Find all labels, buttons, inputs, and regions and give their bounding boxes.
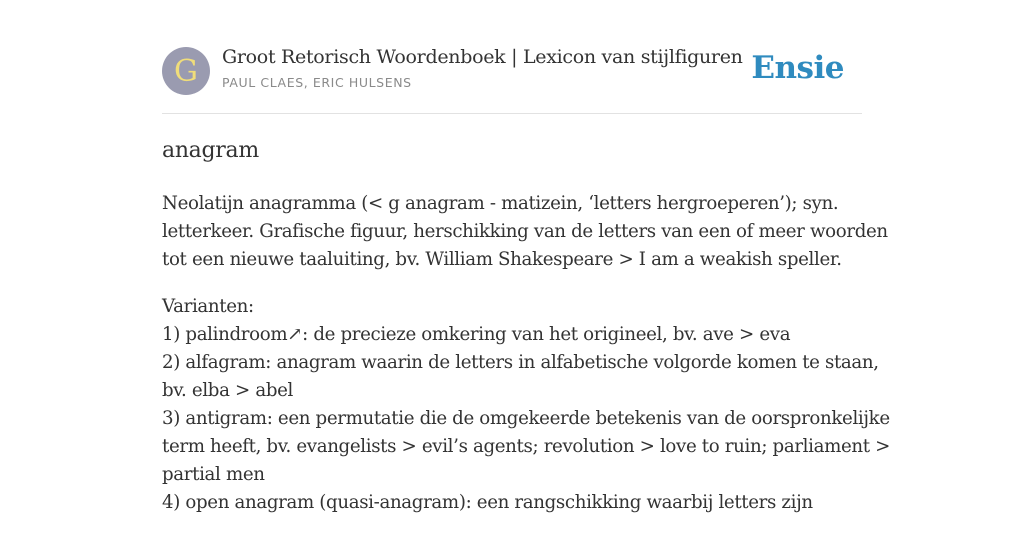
definition-line: Neolatijn anagramma (< g anagram - matizein, ‘letters hergroeperen’); syn. — [162, 193, 839, 214]
avatar-letter: G — [174, 54, 198, 89]
entry-content — [162, 190, 891, 536]
variant-line: partial men — [162, 464, 265, 485]
variant-text: : de precieze omkering van het origineel, bv. ave > eva — [302, 324, 791, 345]
book-avatar[interactable] — [162, 47, 210, 95]
palindroom-link[interactable]: 1) palindroom — [162, 324, 288, 345]
external-link-icon[interactable]: ↗ — [287, 324, 303, 345]
variants-heading: Varianten: — [162, 296, 254, 317]
definition-line: letterkeer. Grafische figuur, herschikking van de letters van een of meer woorden — [162, 221, 888, 242]
variant-line: bv. elba > abel — [162, 380, 294, 401]
variants-paragraph — [162, 293, 891, 517]
definition-line: tot een nieuwe taaluiting, bv. William Shakespeare > I am a weakish speller. — [162, 249, 842, 270]
variant-line: 4) open anagram (quasi-anagram): een rangschikking waarbij letters zijn — [162, 492, 813, 513]
variant-line: 3) antigram: een permutatie die de omgekeerde betekenis van de oorspronkelijke — [162, 408, 890, 429]
page-header — [162, 46, 862, 96]
ensie-logo-link[interactable]: Ensie — [751, 50, 844, 86]
entry-title: anagram — [162, 138, 259, 163]
definition-paragraph — [162, 190, 888, 274]
variant-line: 2) alfagram: anagram waarin de letters in alfabetische volgorde komen te staan, — [162, 352, 879, 373]
book-title-link[interactable]: Groot Retorisch Woordenboek | Lexicon van stijlfiguren — [222, 46, 743, 68]
variant-line: term heeft, bv. evangelists > evil’s agents; revolution > love to ruin; parliament > — [162, 436, 891, 457]
variant-item — [162, 321, 872, 349]
book-authors: PAUL CLAES, ERIC HULSENS — [222, 75, 412, 90]
header-divider — [162, 113, 862, 114]
